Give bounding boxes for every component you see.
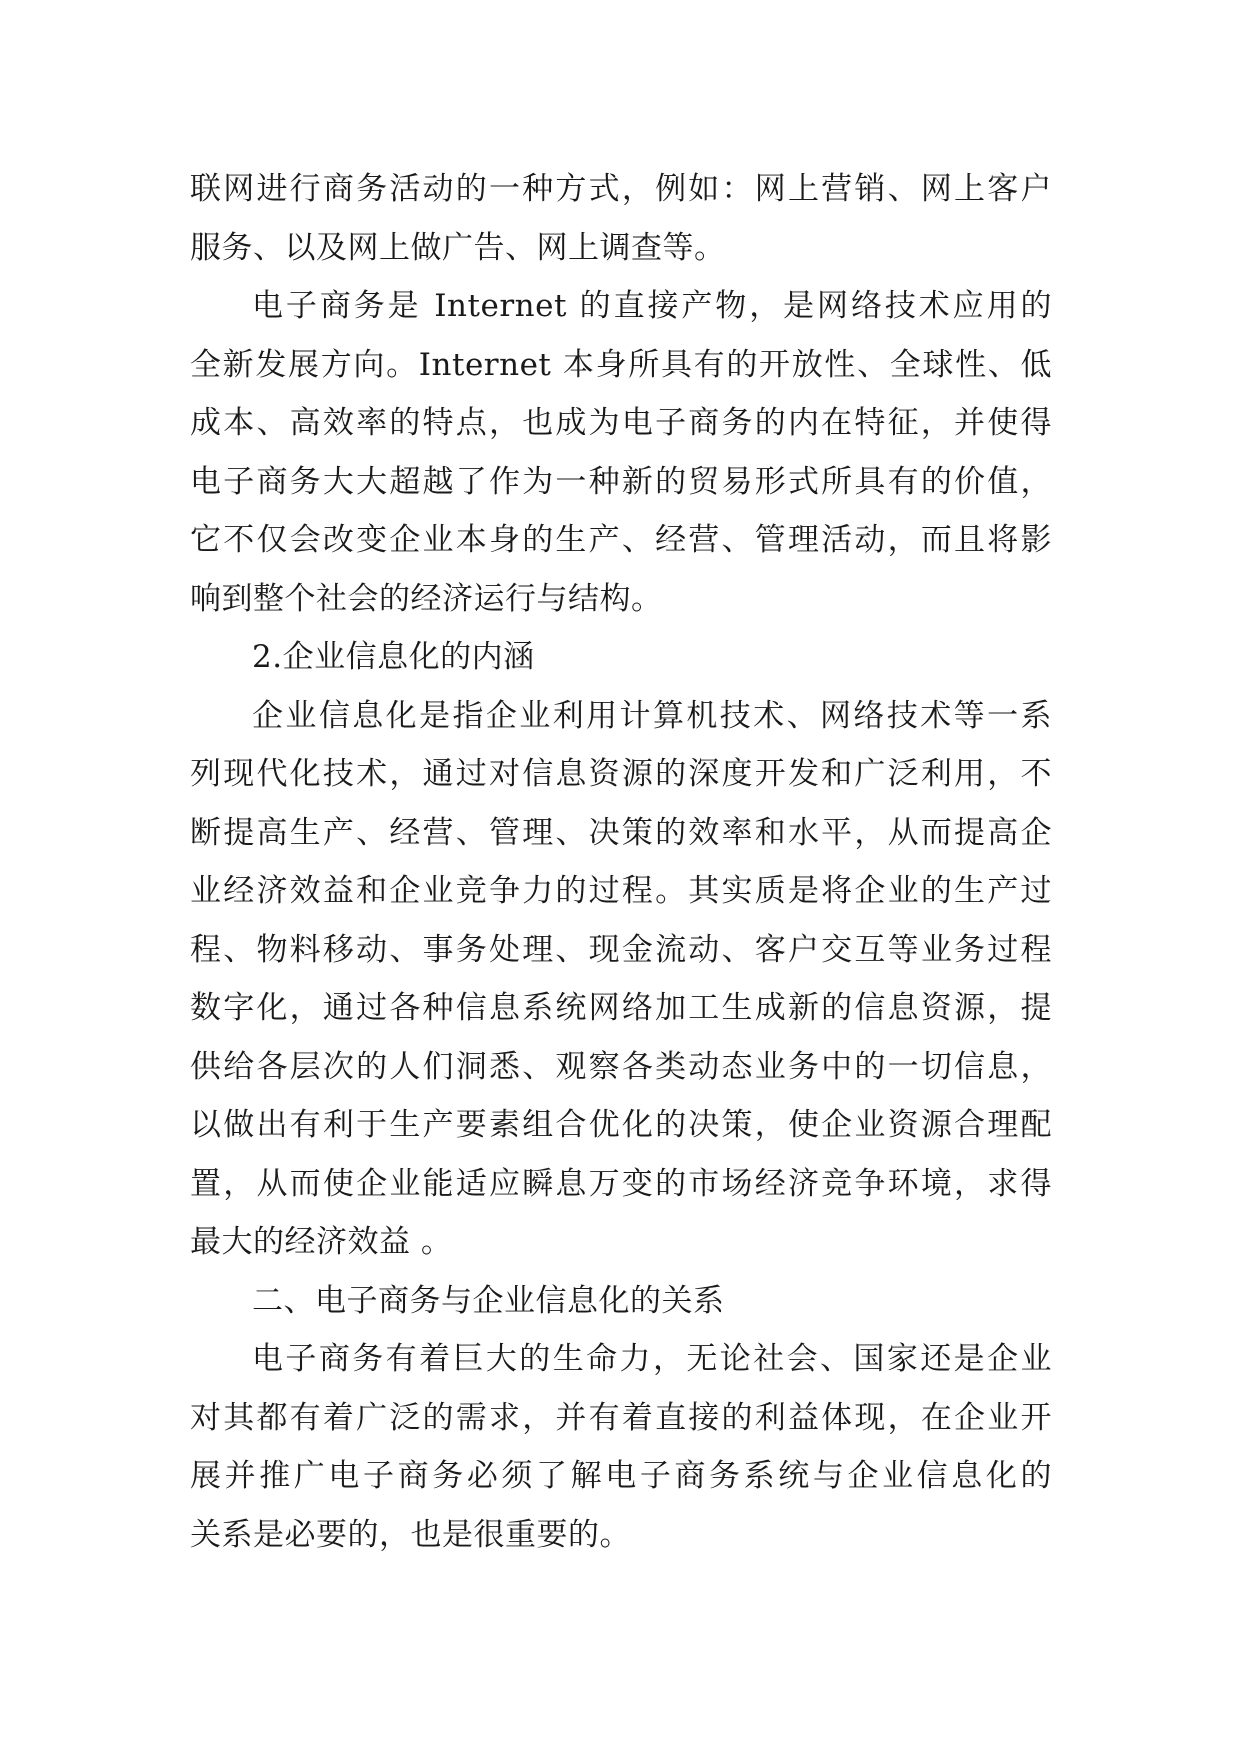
document-body <box>190 160 1052 1564</box>
text-line: 置，从而使企业能适应瞬息万变的市场经济竞争环境，求得 <box>190 1165 1052 1202</box>
section-heading: 2.企业信息化的内涵 <box>252 639 535 675</box>
text-line: 展并推广电子商务必须了解电子商务系统与企业信息化的 <box>190 1458 1052 1494</box>
text-line: 它不仅会改变企业本身的生产、经营、管理活动，而且将影 <box>190 522 1052 558</box>
text-line: 数字化，通过各种信息系统网络加工生成新的信息资源，提 <box>190 990 1052 1026</box>
text-line: 以做出有利于生产要素组合优化的决策，使企业资源合理配 <box>190 1107 1052 1143</box>
text-line: 供给各层次的人们洞悉、观察各类动态业务中的一切信息， <box>190 1048 1052 1085</box>
text-line: 服务、以及网上做广告、网上调查等。 <box>190 229 726 266</box>
text-line: 成本、高效率的特点，也成为电子商务的内在特征，并使得 <box>190 405 1052 441</box>
text-line: 对其都有着广泛的需求，并有着直接的利益体现，在企业开 <box>190 1399 1052 1436</box>
text-line: 最大的经济效益 。 <box>190 1224 453 1260</box>
text-line: 企业信息化是指企业利用计算机技术、网络技术等一系 <box>252 697 1052 734</box>
text-line: 电子商务是 Internet 的直接产物，是网络技术应用的 <box>252 288 1052 324</box>
text-line: 响到整个社会的经济运行与结构。 <box>190 580 663 617</box>
text-line: 列现代化技术，通过对信息资源的深度开发和广泛利用，不 <box>190 756 1052 792</box>
text-line: 断提高生产、经营、管理、决策的效率和水平，从而提高企 <box>190 814 1052 851</box>
text-line: 程、物料移动、事务处理、现金流动、客户交互等业务过程 <box>190 931 1052 968</box>
text-line: 全新发展方向。Internet 本身所具有的开放性、全球性、低 <box>190 346 1052 383</box>
section-heading: 二、电子商务与企业信息化的关系 <box>252 1282 725 1319</box>
text-line: 业经济效益和企业竞争力的过程。其实质是将企业的生产过 <box>190 873 1052 909</box>
text-line: 电子商务大大超越了作为一种新的贸易形式所具有的价值， <box>190 463 1052 500</box>
text-line: 电子商务有着巨大的生命力，无论社会、国家还是企业 <box>252 1341 1052 1377</box>
text-line: 关系是必要的，也是很重要的。 <box>190 1516 631 1553</box>
text-line: 联网进行商务活动的一种方式，例如：网上营销、网上客户 <box>190 171 1052 207</box>
